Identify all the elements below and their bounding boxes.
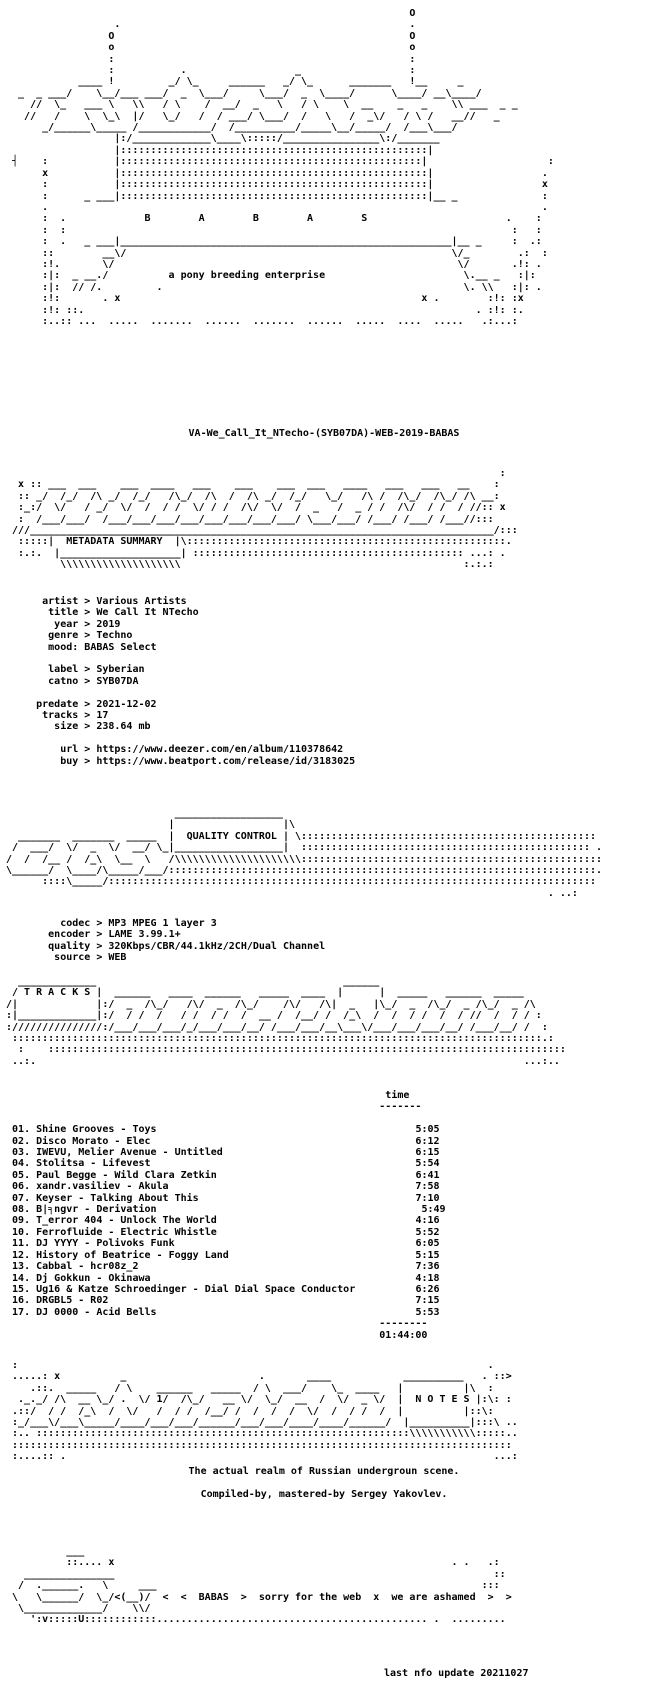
tracklist [6,1090,446,1341]
total-time-value: 01:44:00 [379,1329,428,1341]
title-row: title > We Call It NTecho [48,607,199,619]
track-row [6,1170,446,1181]
track-row [6,1204,446,1215]
header-ascii-art: O . . O O o o : : : . _ : ____ ! _/ \_ ______ _/ \_ _______ !__ _ _ _ ___/ \__/___ ___/ _ \___/ \___/ _ \____/ \____/ __\____/ // \_ ___ \ \\ / \ / __/ _ \ / \ \ __ _ _ \\ ___ _ _ // / \ \_\ |/ \_/ / / ___/ \___/ / \ / _\/ / \ / __// _ _/______\_____ /____________/ /__________/_____\__/_____/ /___\___/ |:/_____________\____\:::::/________________\:/_______ |:::::::::::::::::::::::::::::::::::::::::::::::::::| ┤ : |::::::::::::::::::::::::::::::::::::::::::::::::::| : x |:::::::::::::::::::::::::::::::::::::::::::::::::::| . : |:::::::::::::::::::::::::::::::::::::::::::::::::::| x : _ ___|:::::::::::::::::::::::::::::::::::::::::::::::::::|__ _ : . . : . B A B A S . : : : : : : . _ ___|_______________________________________________________|__ _ : .: :: __\/ \/_ .: : :!. \/ \/ .!: . :|: _ __./ a pony breeding enterprise \.__ _ :|: :|: // /. . \. \\ :|: . :!: . x x . :!: :x :!: ::. . :!: :. :..:: ... ..... ....... ...... ....... ...... ..... .... ..... .:...: [12,8,554,327]
source-value: WEB [108,952,127,964]
track-row [6,1250,446,1261]
year-row: year > 2019 [54,618,121,630]
track-title: Cabbal - hcr08z_2 [36,1261,139,1273]
track-title: Keyser - Talking About This [36,1192,199,1204]
track-row [6,1181,446,1192]
notes-block [0,1466,648,1500]
notes-banner: : . .....: x _ . ____ __________ . ::> .::. _____ / \ ______ _____ / \ ___/ \_ ____ | |\ : ._._/ /\ __ \_/ . \/ 1/ /\_/ __ \/ \_/ __ / \/ _ \/ | N O T E S |:\: : .::/ / / /_\ / \/ / / / /__/ / / / / \/ / / / / | |::\: :_/___\/___\_____/____/___/___/______/___/___/____/____/______/ |__________|:::\ .. :.. ::::::::::::::::::::::::::::::::::::::::::::::::::::::::::::::\\\\\\\\\\\:::::.. ::::::::::::::::::::::::::::::::::::::::::::::::::::::::::::::::::::::::::::::::::: :....:: . ...: [12,1360,518,1463]
track-number: 02. [12,1135,31,1147]
track-title: Disco Morato - Elec [36,1135,151,1147]
catno-row: catno > SYB07DA [48,675,139,687]
track-number: 17. [12,1306,31,1318]
track-time: 5:53 [415,1306,440,1318]
tracklist-time-header [6,1090,446,1101]
track-row [6,1147,446,1158]
codec-value: MP3 MPEG 1 layer 3 [108,918,217,929]
track-time: 7:15 [415,1295,440,1307]
track-row [6,1307,446,1318]
genre-value: Techno [96,630,133,642]
track-time: 5:52 [415,1226,440,1238]
footer-ascii-art: ___ ::.... x . . .: _______________ :: / .______. \ ___ ::: \ \______/ \_/<(__)/ < < BABAS > sorry for the web x we are ashamed > > \_____________/ \\/ ':v:::::U::::::::::::............................................. . ......... [12,1546,512,1626]
last-update-line: last nfo update 20211027 [384,1668,529,1679]
catno-value: SYB07DA [96,675,139,687]
track-time: 6:26 [415,1283,440,1295]
artist-row: artist > Various Artists [42,596,187,607]
notes-line-2: Compiled-by, mastered-by Sergey Yakovlev. [200,1488,448,1500]
track-title: History of Beatrice - Foggy Land [36,1249,229,1261]
notes-line-1: The actual realm of Russian undergroun scene. [188,1466,460,1477]
tracks-count-value: 17 [96,710,109,722]
track-number: 14. [12,1272,31,1284]
track-number: 11. [12,1238,31,1250]
track-time: 7:10 [415,1192,440,1204]
url-row: url > https://www.deezer.com/en/album/110378642 [60,744,344,756]
track-row [6,1193,446,1204]
track-time: 6:12 [415,1135,440,1147]
track-number: 06. [12,1181,31,1193]
track-time: 5:05 [415,1124,440,1136]
track-number: 16. [12,1295,31,1307]
metadata-block [6,596,355,767]
metadata-summary-banner: : x :: ___ ___ ___ ____ ___ ___ ___ ___ ____ ___ ___ __ : :: _/ /_/ /\ _/ /_/ /\_/ /\ / /\ _/ /_/ \_/ /\ / /\_/ /\_/ /\ __: :_:/ \/ / _/ \/ / / / \/ / / /\/ \/ / _ / _ / / /\/ / / / //:: x : /___/___/ /___/___/___/___/___/___/___/___/ \___/___/ /___/ /___/ /___//::: ///_____________________________________________________________________________/::: :::::| METADATA SUMMARY |\:::::::::::::::::::::::::::::::::::::::::::::::::::::. :.:. |____________________| ::::::::::::::::::::::::::::::::::::::::::::: ...: . \\\\\\\\\\\\\\\\\\\\ :.:.: [12,468,518,571]
quality-control-banner: __________________ | |\ _______ _______ _____ | QUALITY CONTROL | \::::::::::::::::::::::::::::::::::::::::::::::::: / ___/ \/ _ \/ __/ \_|__________________| :::::::::::::::::::::::::::::::::::::::::::::::: . / / /__ / /_\ \__ \ /\\\\\\\\\\\\\\\\\\\\\:::::::::::::::::::::::::::::::::::::::::::::::::: \______/ \____/\_____/___/:::::::::::::::::::::::::::::::::::::::::::::::::::::::::::::::::::::::. ::::\_____/::::::::::::::::::::::::::::::::::::::::::::::::::::::::::::::::::::::::::::::::: . ..: [6,808,603,899]
title-value: We Call It NTecho [96,607,199,619]
tracklist-total-rule: -------- [379,1318,428,1330]
track-row [6,1261,446,1272]
artist-value: Various Artists [96,596,187,607]
track-time: 5:54 [415,1158,440,1170]
track-row [6,1136,446,1147]
buy-value: https://www.beatport.com/release/id/3183025 [96,755,356,767]
track-title: Shine Grooves - Toys [36,1124,157,1136]
track-number: 09. [12,1215,31,1227]
tracks-banner: _____________ ______ / T R A C K S | ______ ____ ______ _____ ____ | | _____ ______ _____ /| |:/ _ /\_/ /\/ _ /\_/ /\/ /\| _ |\_/ _ /\_/ _ /\_/ _ /\ :|_____________|:/ / / / / / / / / __ / /__/ / /_\ / / / / / / // / / / : :///////////////:/___/___/___/_/___/___/__/ /___/___/__\___\/___/___/___/__/ /___/__/ / : ::::::::::::::::::::::::::::::::::::::::::::::::::::::::::::::::::::::::::::::::::::::::.: : :::::::::::::::::::::::::::::::::::::::::::::::::::::::::::::::::::::::::::::::::::::: ..:. ...:.. [6,976,566,1067]
track-number: 15. [12,1283,31,1295]
track-time: 6:05 [415,1238,440,1250]
track-title: DRGBL5 - R02 [36,1295,109,1307]
quality-block [6,918,325,964]
source-row: source > WEB [54,952,127,964]
track-title: Paul Begge - Wild Clara Zetkin [36,1169,217,1181]
quality-row: quality > 320Kbps/CBR/44.1kHz/2CH/Dual Channel [48,940,326,952]
track-row [6,1295,446,1306]
track-number: 12. [12,1249,31,1261]
track-time: 7:58 [415,1181,440,1193]
track-number: 03. [12,1147,31,1159]
release-name: VA-We_Call_It_NTecho-(SYB07DA)-WEB-2019-BABAS [188,428,460,439]
track-title: DJ YYYY - Polivoks Funk [36,1238,175,1250]
track-row [6,1158,446,1169]
quality-value: 320Kbps/CBR/44.1kHz/2CH/Dual Channel [108,940,326,952]
track-row [6,1284,446,1295]
time-column-label: time [385,1090,410,1101]
track-title: Ferrofluide - Electric Whistle [36,1226,217,1238]
track-number: 01. [12,1124,31,1136]
track-title: Ug16 & Katze Schroedinger - Dial Dial Space Conductor [36,1283,356,1295]
track-row [6,1124,446,1135]
track-title: B|╕ngvr - Derivation [36,1204,157,1216]
predate-row: predate > 2021-12-02 [36,698,157,710]
track-row [6,1215,446,1226]
year-value: 2019 [96,618,121,630]
predate-value: 2021-12-02 [96,698,157,710]
track-time: 6:41 [415,1169,440,1181]
track-title: xandr.vasiliev - Akula [36,1181,169,1193]
track-time: 4:18 [415,1272,440,1284]
tracklist-time-rule: ------- [379,1101,422,1113]
tracks-count-row: tracks > 17 [42,710,109,722]
genre-row: genre > Techno [48,630,133,642]
size-row: size > 238.64 mb [54,721,151,733]
encoder-value: LAME 3.99.1+ [108,929,181,941]
encoder-row: encoder > LAME 3.99.1+ [48,929,181,941]
size-value: 238.64 mb [96,721,151,733]
track-time: 5:49 [415,1204,446,1216]
track-number: 13. [12,1261,31,1273]
track-title: IWEVU, Melier Avenue - Untitled [36,1147,223,1159]
track-title: T_error 404 - Unlock The World [36,1215,217,1227]
track-number: 08. [12,1204,31,1216]
track-time: 6:15 [415,1147,440,1159]
mood-row: mood: BABAS Select [48,641,157,653]
track-row [6,1238,446,1249]
buy-row: buy > https://www.beatport.com/release/id/3183025 [60,755,356,767]
label-row: label > Syberian [48,664,145,676]
track-row [6,1273,446,1284]
track-time: 5:15 [415,1249,440,1261]
track-title: DJ 0000 - Acid Bells [36,1306,157,1318]
codec-row: codec > MP3 MPEG 1 layer 3 [60,918,217,929]
mood-value: BABAS Select [84,641,157,653]
track-time: 7:36 [415,1261,440,1273]
track-title: Stolitsa - Lifevest [36,1158,151,1170]
track-number: 04. [12,1158,31,1170]
track-number: 10. [12,1226,31,1238]
track-row [6,1227,446,1238]
label-value: Syberian [96,664,145,676]
track-title: Dj Gokkun - Okinawa [36,1272,151,1284]
track-number: 07. [12,1192,31,1204]
tracklist-total-time [6,1330,446,1341]
track-number: 05. [12,1169,31,1181]
url-value: https://www.deezer.com/en/album/110378642 [96,744,344,756]
track-time: 4:16 [415,1215,440,1227]
